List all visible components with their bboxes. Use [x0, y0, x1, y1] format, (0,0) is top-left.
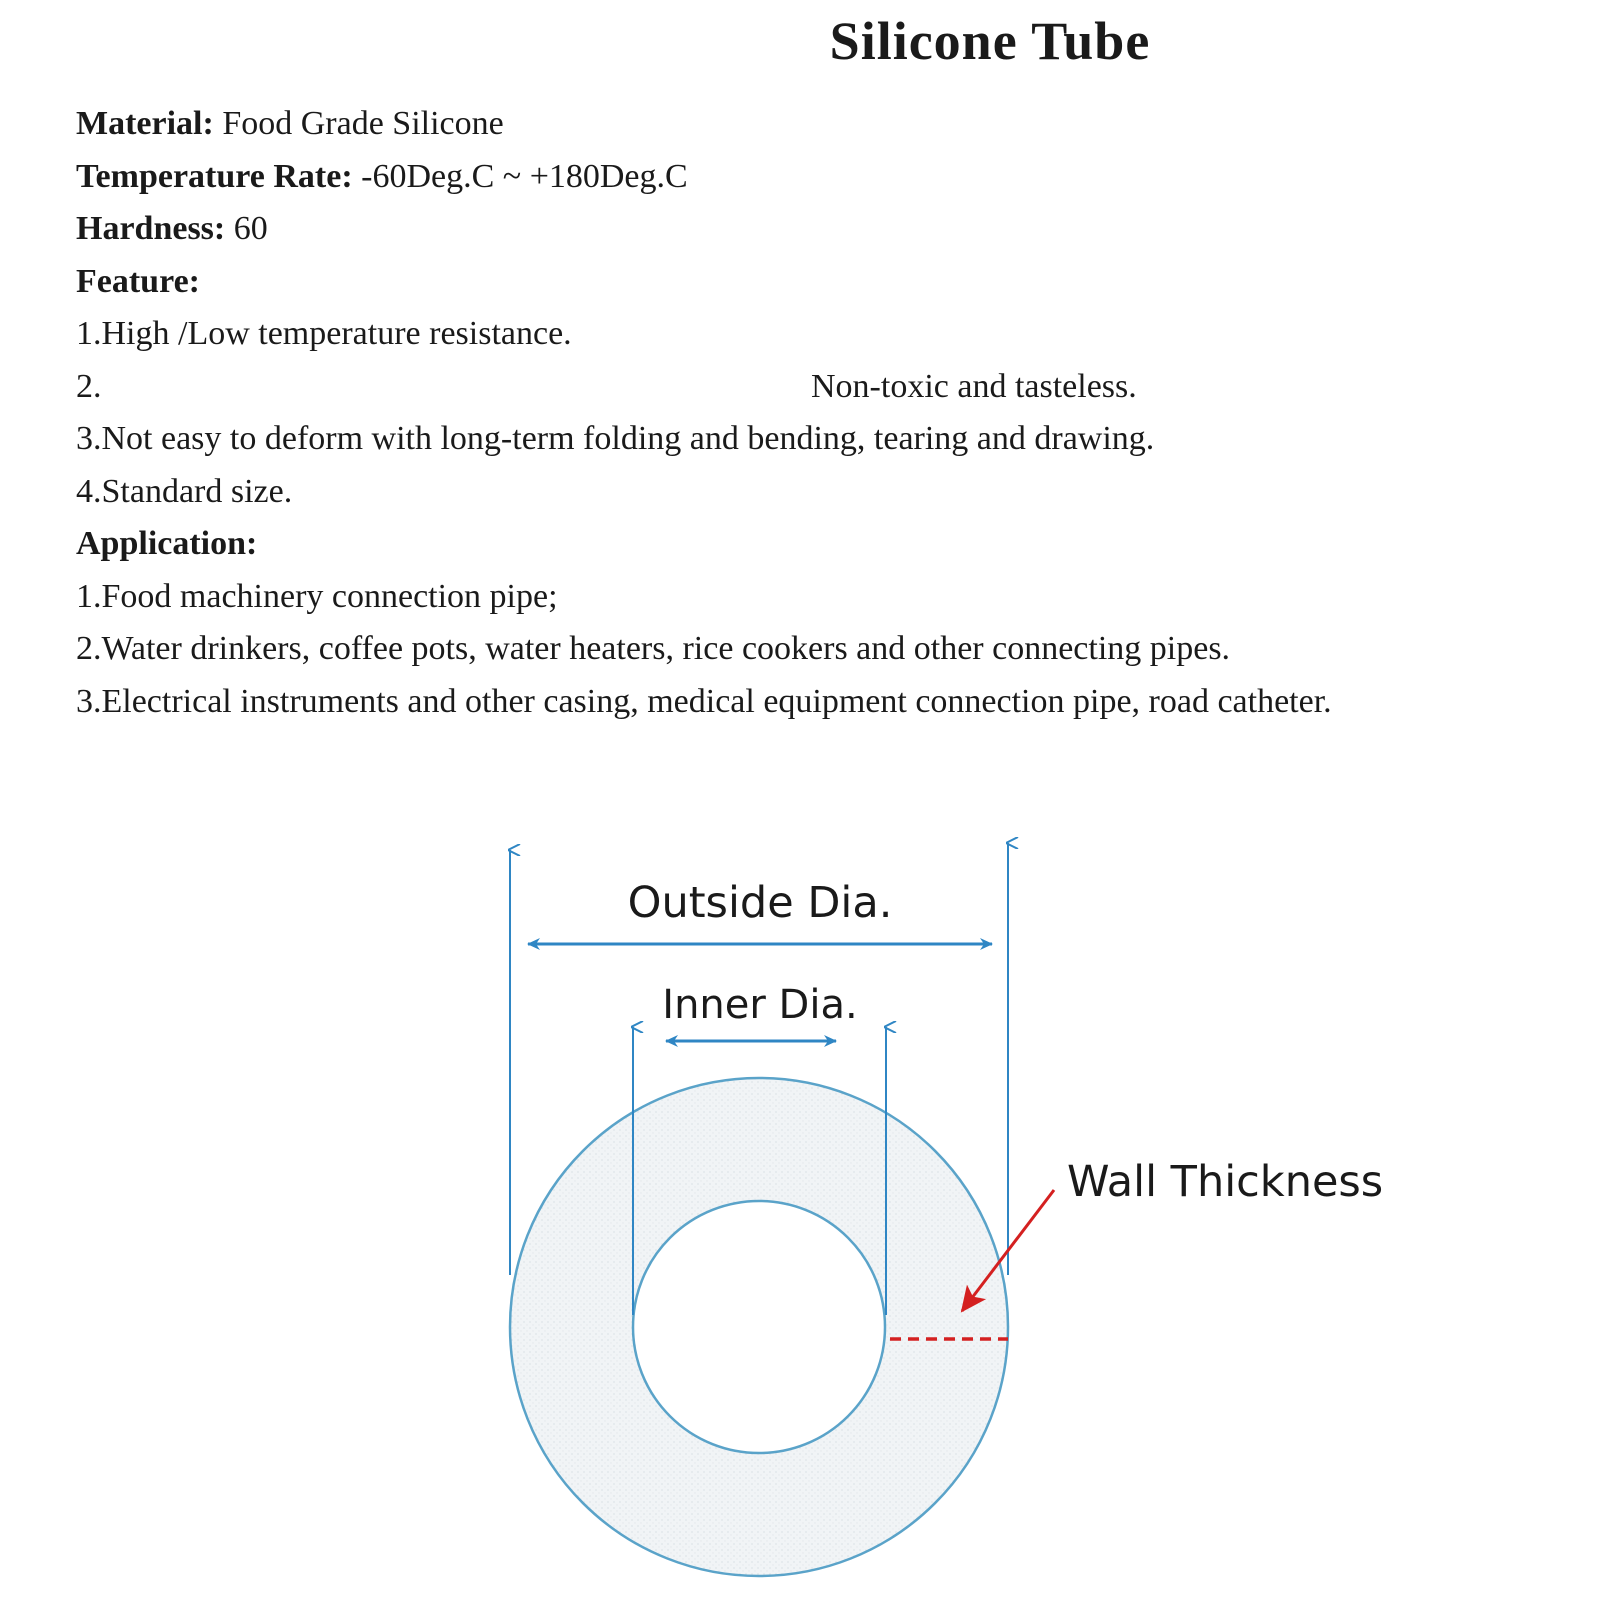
feature-item-text: Non-toxic and tasteless. [811, 367, 1137, 405]
feature-item: 4.Standard size. [76, 472, 293, 510]
application-item: 2.Water drinkers, coffee pots, water heaters, rice cookers and other connecting pipes. [76, 630, 1231, 667]
feature-item-number: 2. [76, 367, 102, 405]
inner-dia-label: Inner Dia. [662, 982, 858, 1028]
hardness-label: Hardness: [76, 210, 226, 247]
page-title: Silicone Tube [829, 11, 1151, 71]
material-value: Food Grade Silicone [222, 105, 504, 142]
hardness-value: 60 [233, 210, 268, 247]
application-item: 3.Electrical instruments and other casing, medical equipment connection pipe, road catheter. [76, 682, 1332, 720]
material-label: Material: [76, 105, 214, 142]
temperature-value: -60Deg.C ~ +180Deg.C [361, 157, 688, 195]
feature-item: 1.High /Low temperature resistance. [76, 315, 572, 352]
temperature-label: Temperature Rate: [76, 157, 353, 195]
inner-circle [633, 1201, 885, 1453]
application-heading-text: Application: [76, 525, 258, 562]
feature-heading-text: Feature: [76, 262, 200, 300]
outside-dia-label: Outside Dia. [627, 878, 893, 928]
application-item: 1.Food machinery connection pipe; [76, 577, 558, 615]
feature-item: 3.Not easy to deform with long-term folding and bending, tearing and drawing. [76, 420, 1155, 457]
wall-thickness-label: Wall Thickness [1067, 1157, 1384, 1207]
